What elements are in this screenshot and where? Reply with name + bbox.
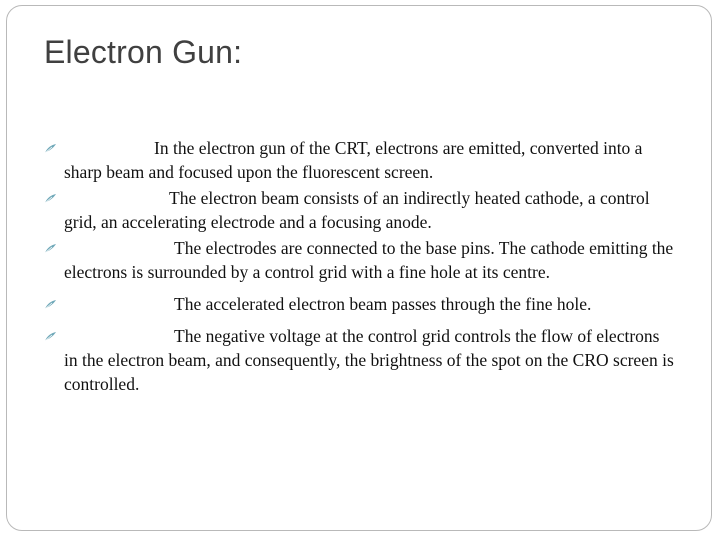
list-item — [44, 186, 674, 234]
slide-title: Electron Gun: — [44, 34, 243, 70]
feather-bullet-icon — [44, 243, 57, 254]
bullet-list — [44, 136, 674, 398]
list-item — [44, 236, 674, 284]
bullet-text: In the electron gun of the CRT, electrons are emitted, converted into a sharp beam and focused upon the fluorescent screen. — [64, 138, 643, 182]
feather-bullet-icon — [44, 193, 57, 204]
bullet-text: The accelerated electron beam passes through the fine hole. — [174, 294, 592, 314]
list-item — [44, 136, 674, 184]
bullet-text: The electron beam consists of an indirectly heated cathode, a control grid, an accelerating electrode and a focusing anode. — [64, 188, 650, 232]
feather-bullet-icon — [44, 143, 57, 154]
list-item — [44, 292, 674, 316]
feather-bullet-icon — [44, 331, 57, 342]
bullet-text: The electrodes are connected to the base pins. The cathode emitting the electrons is surrounded by a control grid with a fine hole at its centre. — [64, 238, 674, 282]
list-item — [44, 324, 674, 396]
bullet-text: The negative voltage at the control grid controls the flow of electrons in the electron beam, and consequently, the brightness of the spot on the CRO screen is controlled. — [64, 326, 674, 394]
feather-bullet-icon — [44, 299, 57, 310]
